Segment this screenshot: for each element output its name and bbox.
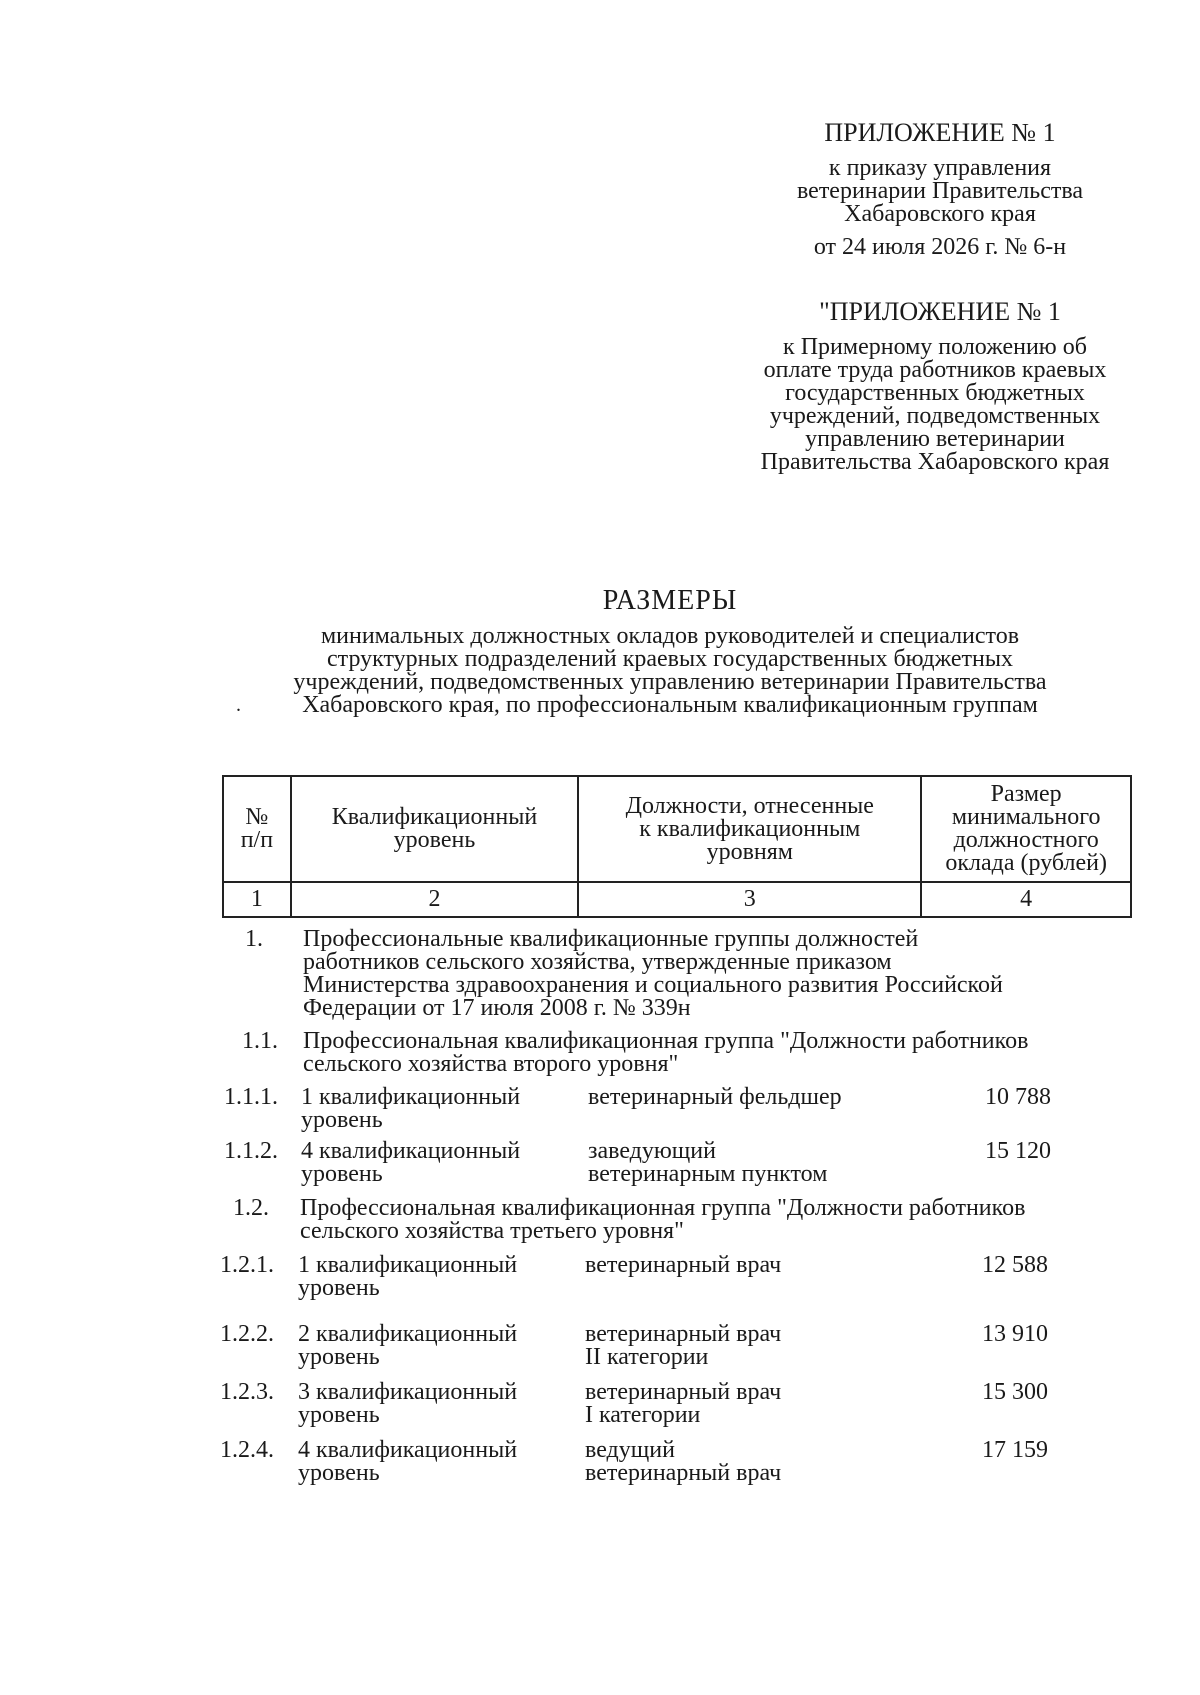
doc-subtitle-line: минимальных должностных окладов руководителей и специалистов — [320, 623, 1020, 649]
table-header — [222, 775, 1132, 918]
header-text: уровням — [706, 838, 793, 865]
row-salary: 10 788 — [985, 1084, 1051, 1110]
row-number: 1.1.1. — [224, 1084, 278, 1110]
row-level: уровень — [298, 1402, 380, 1428]
group-number: 1.1. — [242, 1028, 278, 1054]
header-text: уровень — [393, 827, 476, 853]
row-number: 1.2.2. — [220, 1321, 274, 1347]
header-col-level — [291, 776, 578, 882]
appendix2-line: государственных бюджетных — [785, 380, 1085, 406]
header-col-positions — [578, 776, 921, 882]
appendix-line: Хабаровского края — [844, 201, 1036, 227]
row-level: уровень — [301, 1161, 383, 1187]
header-text: минимального — [951, 804, 1101, 830]
row-salary: 15 120 — [985, 1138, 1051, 1164]
row-level: 2 квалификационный — [298, 1321, 518, 1347]
header-text: Квалификационный — [331, 804, 538, 830]
row-salary: 15 300 — [982, 1379, 1048, 1405]
header-text: должностного — [953, 827, 1099, 853]
header-text: Должности, отнесенные — [625, 792, 874, 819]
header-text: № — [245, 804, 269, 830]
appendix2-title: "ПРИЛОЖЕНИЕ № 1 — [819, 297, 1061, 326]
section-text-line: работников сельского хозяйства, утвержденные приказом — [303, 949, 892, 975]
appendix-line: к приказу управления — [828, 155, 1052, 181]
col-number-cell: 2 — [291, 882, 578, 917]
col-number-cell: 1 — [223, 882, 291, 917]
row-salary: 13 910 — [982, 1321, 1048, 1347]
header-text: п/п — [240, 827, 274, 853]
row-salary: 12 588 — [982, 1252, 1048, 1278]
row-level: уровень — [301, 1107, 383, 1133]
appendix2-line: учреждений, подведомственных — [769, 403, 1101, 429]
row-level: 4 квалификационный — [298, 1437, 518, 1463]
group-number: 1.2. — [233, 1195, 269, 1221]
row-level: 4 квалификационный — [301, 1138, 521, 1164]
row-number: 1.2.4. — [220, 1437, 274, 1463]
row-position: ветеринарный врач — [585, 1252, 782, 1278]
row-number: 1.1.2. — [224, 1138, 278, 1164]
row-position: ветеринарный врач — [585, 1460, 782, 1486]
row-level: уровень — [298, 1460, 380, 1486]
row-level: уровень — [298, 1275, 380, 1301]
row-level: 3 квалификационный — [298, 1379, 518, 1405]
header-text: оклада (рублей) — [945, 850, 1107, 876]
row-salary: 17 159 — [982, 1437, 1048, 1463]
row-position: заведующий — [588, 1138, 716, 1164]
row-position: ветеринарный фельдшер — [588, 1084, 842, 1110]
doc-subtitle-line: структурных подразделений краевых государственных бюджетных — [327, 646, 1013, 672]
row-position: ветеринарным пунктом — [588, 1161, 828, 1187]
section-text-line: Федерации от 17 июля 2008 г. № 339н — [303, 995, 691, 1021]
row-level: уровень — [298, 1344, 380, 1370]
header-col-salary — [921, 776, 1131, 882]
section-text-line: Министерства здравоохранения и социального развития Российской — [303, 972, 1003, 998]
header-text: к квалификационным — [639, 815, 861, 842]
group-text-line: Профессиональная квалификационная группа "Должности работников — [303, 1028, 1029, 1054]
group-text-line: сельского хозяйства третьего уровня" — [300, 1218, 684, 1244]
row-position: ветеринарный врач — [585, 1321, 782, 1347]
header-text: Размер — [990, 781, 1062, 807]
row-level: 1 квалификационный — [301, 1084, 521, 1110]
row-position: I категории — [585, 1402, 701, 1428]
row-position: ветеринарный врач — [585, 1379, 782, 1405]
appendix-date: от 24 июля 2026 г. № 6-н — [813, 234, 1067, 260]
doc-title: РАЗМЕРЫ — [602, 585, 738, 616]
section-number: 1. — [245, 926, 263, 952]
appendix2-line: оплате труда работников краевых — [763, 357, 1107, 383]
row-number: 1.2.1. — [220, 1252, 274, 1278]
stray-mark: . — [236, 694, 241, 716]
appendix-title: ПРИЛОЖЕНИЕ № 1 — [824, 118, 1056, 147]
col-number-cell: 3 — [578, 882, 921, 917]
row-level: 1 квалификационный — [298, 1252, 518, 1278]
header-col-number — [223, 776, 291, 882]
appendix2-line: Правительства Хабаровского края — [760, 449, 1110, 475]
appendix2-line: управлению ветеринарии — [805, 426, 1065, 452]
doc-subtitle-line: учреждений, подведомственных управлению ветеринарии Правительства — [293, 669, 1047, 695]
col-number-cell: 4 — [921, 882, 1131, 917]
row-position: ведущий — [585, 1437, 675, 1463]
group-text-line: Профессиональная квалификационная группа "Должности работников — [300, 1195, 1026, 1221]
section-text-line: Профессиональные квалификационные группы должностей — [303, 926, 919, 952]
doc-subtitle-line: Хабаровского края, по профессиональным квалификационным группам — [302, 692, 1038, 718]
appendix2-line: к Примерному положению об — [783, 334, 1087, 360]
row-position: II категории — [585, 1344, 709, 1370]
group-text-line: сельского хозяйства второго уровня" — [303, 1051, 679, 1077]
row-number: 1.2.3. — [220, 1379, 274, 1405]
appendix-line: ветеринарии Правительства — [796, 178, 1084, 204]
